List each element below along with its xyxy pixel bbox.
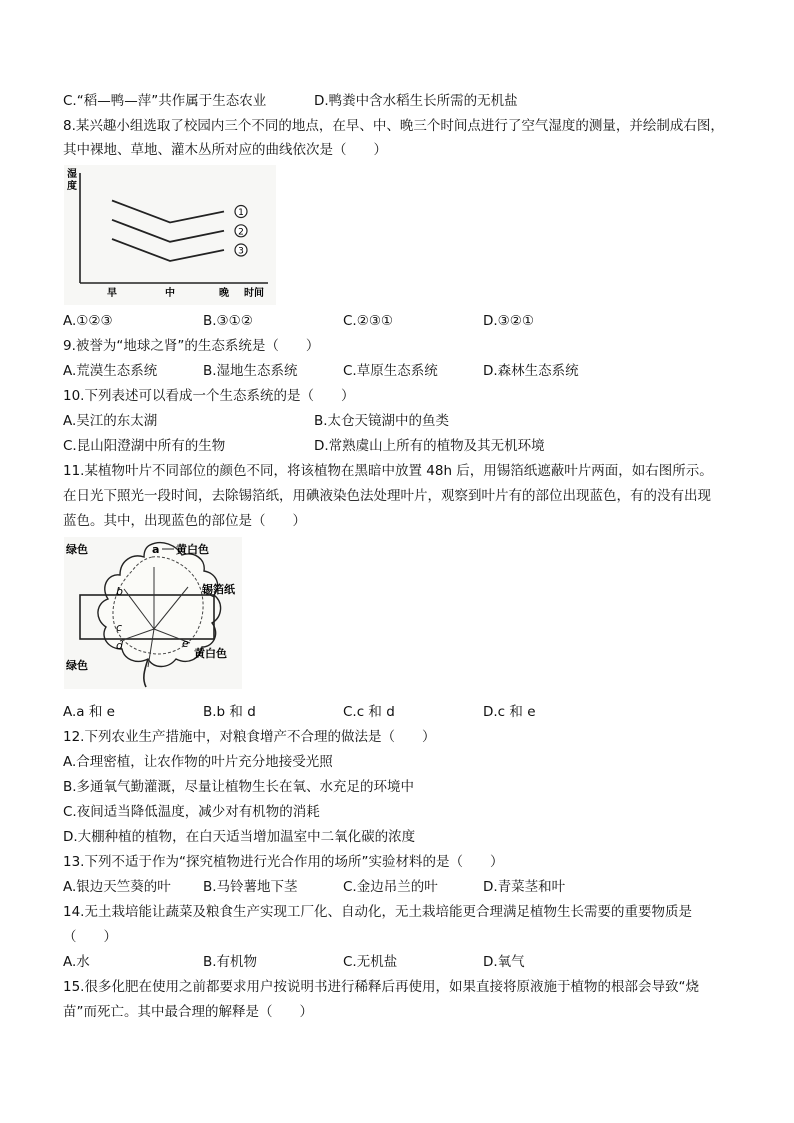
q10-option-d: D.常熟虞山上所有的植物及其无机环境 [314, 438, 545, 454]
q11-stem-line3: 蓝色。其中，出现蓝色的部位是（ ） [63, 513, 306, 529]
leaf-petiole [144, 659, 148, 687]
y-axis-label-char2: 度 [67, 181, 77, 192]
q8-option-a: A.①②③ [63, 313, 113, 329]
q15-stem-line2: 苗”而死亡。其中最合理的解释是（ ） [63, 1004, 313, 1020]
q9-option-b: B.湿地生态系统 [203, 363, 298, 379]
q14-option-b: B.有机物 [203, 954, 258, 970]
q9-option-a: A.荒漠生态系统 [63, 363, 158, 379]
label-a: a [152, 543, 160, 556]
q14-option-d: D.氧气 [483, 954, 525, 970]
q11-stem-line2: 在日光下照光一段时间，去除锡箔纸，用碘液染色法处理叶片，观察到叶片有的部位出现蓝色，有的没有出现 [63, 488, 711, 504]
y-axis-label-char1: 湿 [67, 169, 77, 180]
q11-option-b: B.b 和 d [203, 704, 256, 720]
q8-option-c: C.②③① [343, 313, 394, 329]
series-label-1: 1 [238, 208, 244, 218]
q9-option-c: C.草原生态系统 [343, 363, 438, 379]
q8-option-b: B.③①② [203, 313, 253, 329]
label-e: e [182, 637, 189, 650]
x-axis-label: 时间 [244, 288, 264, 299]
leaf-foil-figure [64, 537, 242, 689]
q9-option-d: D.森林生态系统 [483, 363, 579, 379]
leaf-diagram-svg [64, 537, 242, 689]
q10-option-b: B.太仓天镜湖中的鱼类 [314, 413, 450, 429]
q10-option-a: A.吴江的东太湖 [63, 413, 158, 429]
q10-stem: 10.下列表述可以看成一个生态系统的是（ ） [63, 388, 355, 404]
series-line-2 [112, 220, 224, 242]
q12-option-b: B.多通氧气勤灌溉，尽量让植物生长在氧、水充足的环境中 [63, 779, 415, 795]
x-tick-label-2: 中 [165, 288, 175, 299]
tick-labels [107, 286, 229, 299]
q13-option-a: A.银边天竺葵的叶 [63, 879, 171, 895]
q13-stem: 13.下列不适于作为“探究植物进行光合作用的场所”实验材料的是（ ） [63, 854, 504, 870]
q14-option-a: A.水 [63, 954, 90, 970]
q9-stem: 9.被誉为“地球之肾”的生态系统是（ ） [63, 338, 320, 354]
series-label-2: 2 [238, 227, 244, 238]
q11-option-d: D.c 和 e [483, 704, 536, 720]
q13-option-d: D.青菜茎和叶 [483, 879, 566, 895]
label-b: b [116, 585, 123, 598]
series-label-3: 3 [238, 246, 244, 257]
q15-stem-line1: 15.很多化肥在使用之前都要求用户按说明书进行稀释后再使用，如果直接将原液施于植物的根部会导致“烧 [63, 979, 699, 995]
q14-stem-line1: 14.无土栽培能让蔬菜及粮食生产实现工厂化、自动化，无土栽培能更合理满足植物生长需要的重要物质是 [63, 904, 692, 920]
label-green-bottom: 绿色 [66, 659, 88, 672]
label-green-top: 绿色 [66, 543, 88, 556]
series-line-3 [112, 239, 224, 261]
q8-option-d: D.③②① [483, 313, 534, 329]
q7-option-c: C.“稻—鸭—萍”共作属于生态农业 [63, 93, 267, 109]
q12-option-a: A.合理密植，让农作物的叶片充分地接受光照 [63, 754, 333, 770]
q13-option-b: B.马铃薯地下茎 [203, 879, 298, 895]
q12-stem: 12.下列农业生产措施中，对粮食增产不合理的做法是（ ） [63, 729, 436, 745]
series-group [112, 201, 247, 262]
q8-stem-line2: 其中裸地、草地、灌木丛所对应的曲线依次是（ ） [63, 142, 387, 158]
q11-option-c: C.c 和 d [343, 704, 395, 720]
label-d: d [116, 639, 123, 652]
x-tick-label-1: 早 [107, 288, 117, 299]
x-tick-label-3: 晚 [219, 288, 229, 299]
q13-option-c: C.金边吊兰的叶 [343, 879, 438, 895]
q10-option-c: C.昆山阳澄湖中所有的生物 [63, 438, 226, 454]
q12-option-c: C.夜间适当降低温度，减少对有机物的消耗 [63, 804, 320, 820]
humidity-chart-svg [64, 165, 276, 305]
q12-option-d: D.大棚种植的植物，在白天适当增加温室中二氧化碳的浓度 [63, 829, 416, 845]
label-yellow-top: 黄白色 [176, 543, 209, 556]
humidity-line-chart [64, 165, 276, 305]
series-line-1 [112, 201, 224, 223]
q14-option-c: C.无机盐 [343, 954, 398, 970]
q14-stem-line2: （ ） [63, 929, 117, 945]
q11-stem-line1: 11.某植物叶片不同部位的颜色不同，将该植物在黑暗中放置 48h 后，用锡箔纸遮蔽叶片两面，如右图所示。 [63, 463, 713, 479]
label-foil: 锡箔纸 [202, 583, 235, 596]
q11-option-a: A.a 和 e [63, 704, 115, 720]
q8-stem-line1: 8.某兴趣小组选取了校园内三个不同的地点，在早、中、晚三个时间点进行了空气湿度的测量，并绘制成右图， [63, 118, 724, 134]
q7-option-d: D.鸭粪中含水稻生长所需的无机盐 [314, 93, 518, 109]
label-c: c [116, 621, 123, 634]
label-yellow-bottom: 黄白色 [194, 647, 227, 660]
